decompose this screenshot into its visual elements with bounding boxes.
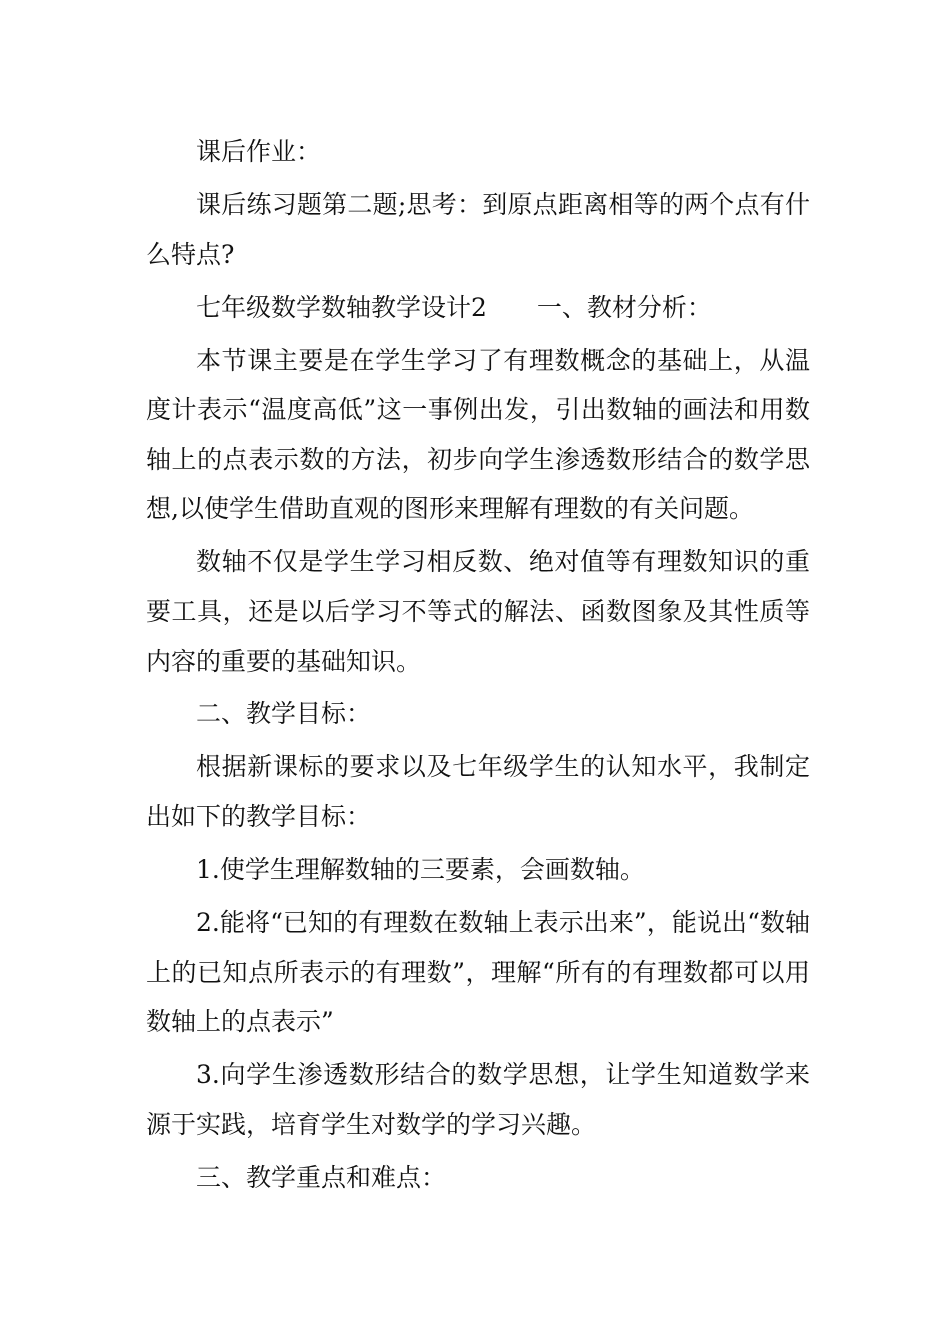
textbook-analysis-paragraph: 本节课主要是在学生学习了有理数概念的基础上，从温度计表示“温度高低”这一事例出发，引出数轴的画法和用数轴上的点表示数的方法，初步向学生渗透数形结合的数学思想,以使学生借助直观的图形来理解有理数的有关问题。: [146, 345, 810, 524]
goal-item-1: 1.使学生理解数轴的三要素，会画数轴。: [196, 855, 645, 885]
homework-text: 课后练习题第二题;思考：到原点距离相等的两个点有什么特点?: [146, 189, 810, 269]
teaching-goals-intro: 根据新课标的要求以及七年级学生的认知水平，我制定出如下的教学目标：: [146, 752, 810, 832]
document-body: [146, 127, 810, 1206]
goal-item-2: 2.能将“已知的有理数在数轴上表示出来”，能说出“数轴上的已知点所表示的有理数”，理解“所有的有理数都可以用数轴上的点表示”: [146, 908, 810, 1037]
homework-heading: 课后作业：: [196, 137, 322, 166]
teaching-goals-heading: 二、教学目标：: [196, 699, 372, 729]
section-title: 七年级数学数轴教学设计2 一、教材分析：: [196, 292, 712, 322]
key-points-heading: 三、教学重点和难点：: [196, 1162, 447, 1192]
number-line-importance-paragraph: 数轴不仅是学生学习相反数、绝对值等有理数知识的重要工具，还是以后学习不等式的解法、函数图象及其性质等内容的重要的基础知识。: [146, 547, 810, 676]
goal-item-3: 3.向学生渗透数形结合的数学思想，让学生知道数学来源于实践，培育学生对数学的学习兴趣。: [146, 1060, 810, 1139]
